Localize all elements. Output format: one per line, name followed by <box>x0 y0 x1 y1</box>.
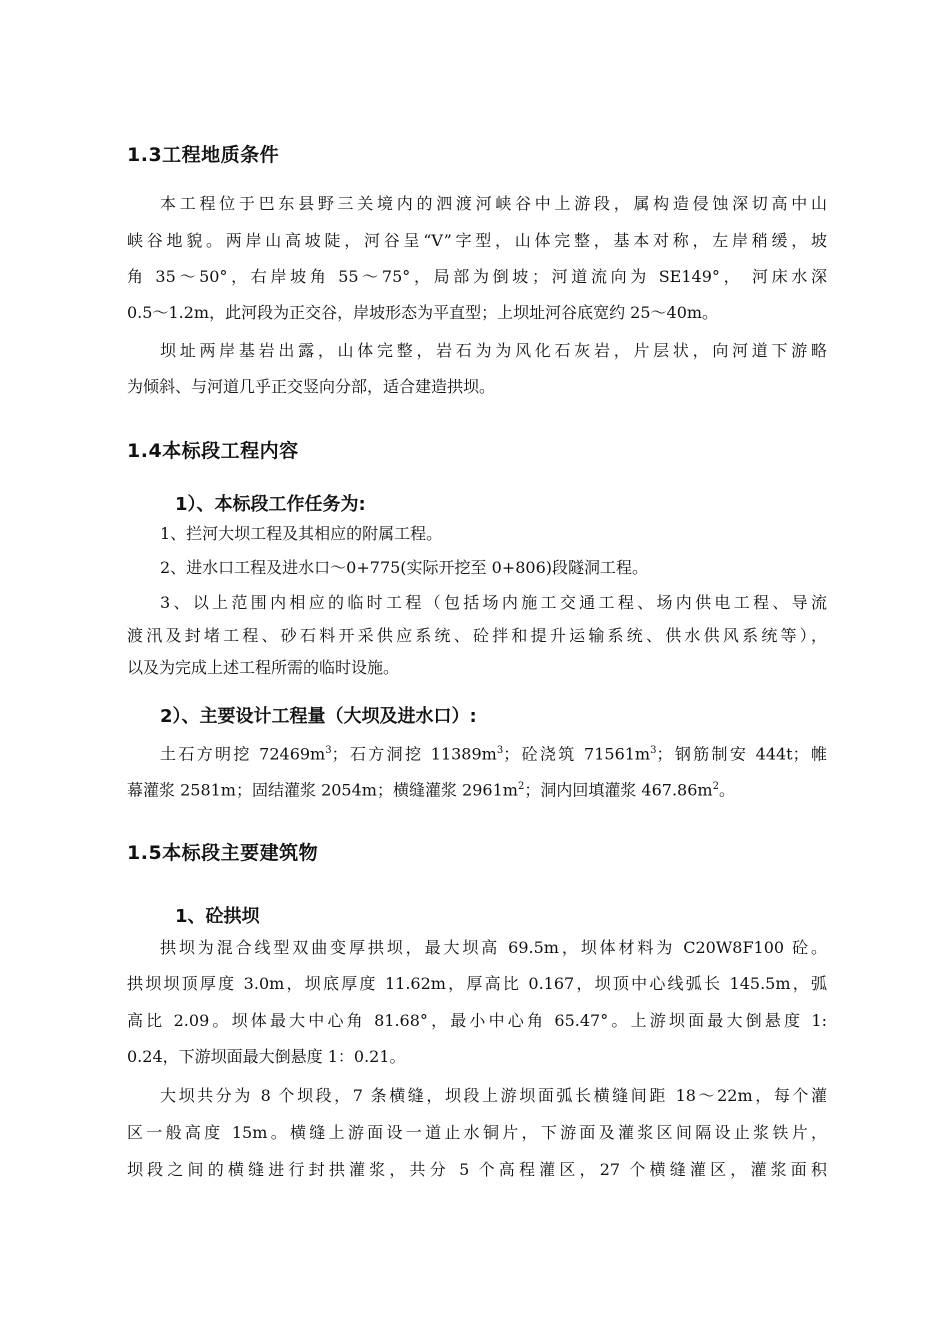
list-item: 3、以上范围内相应的临时工程（包括场内施工交通工程、场内供电工程、导流 <box>160 593 827 612</box>
quantities-line-1: 土石方明挖 $72469m^3$；石方洞挖 $11389m^3$；砼浇筑 $71561m^3$；钢筋制安 444t；帷 <box>160 744 827 764</box>
paragraph-line: 本工程位于巴东县野三关境内的泗渡河峡谷中上游段，属构造侵蚀深切高中山 <box>160 194 827 213</box>
paragraph-line: 峡谷地貌。两岸山高坡陡，河谷呈“V”字型，山体完整，基本对称，左岸稍缓，坡 <box>127 231 827 250</box>
section-heading-1-4: 1.4本标段工程内容 <box>127 440 299 462</box>
subsection-heading-quantities: 2）、主要设计工程量（大坝及进水口）: <box>160 706 477 727</box>
section-heading-1-3: 1.3工程地质条件 <box>127 144 280 166</box>
list-item: 2、进水口工程及进水口～0+775(实际开挖至 0+806)段隧洞工程。 <box>160 558 649 577</box>
paragraph-line: 0.24，下游坝面最大倒悬度 1：0.21。 <box>127 1047 406 1066</box>
paragraph-line: 拱坝坝顶厚度 3.0m，坝底厚度 11.62m，厚高比 0.167，坝顶中心线弧长 145.5m，弧 <box>127 974 827 993</box>
paragraph-line: 大坝共分为 8 个坝段，7 条横缝，坝段上游坝面弧长横缝间距 18～22m，每个灌 <box>160 1086 827 1105</box>
list-item: 1、拦河大坝工程及其相应的附属工程。 <box>160 524 443 543</box>
paragraph-line: 坝段之间的横缝进行封拱灌浆，共分 5 个高程灌区，27 个横缝灌区，灌浆面积 <box>127 1160 827 1179</box>
subsection-heading-arch-dam: 1、砼拱坝 <box>175 906 260 927</box>
paragraph-line: 区一般高度 15m。横缝上游面设一道止水铜片，下游面及灌浆区间隔设止浆铁片， <box>127 1123 827 1142</box>
section-heading-1-5: 1.5本标段主要建筑物 <box>127 842 319 864</box>
list-item: 渡汛及封堵工程、砂石料开采供应系统、砼拌和提升运输系统、供水供风系统等）， <box>127 626 827 645</box>
paragraph-line: 角 35～50°，右岸坡角 55～75°，局部为倒坡；河道流向为 SE149°， 河床水深 <box>127 267 827 286</box>
paragraph-line: 拱坝为混合线型双曲变厚拱坝，最大坝高 69.5m，坝体材料为 C20W8F100 砼。 <box>160 938 827 957</box>
subsection-heading-tasks: 1）、本标段工作任务为: <box>175 494 366 515</box>
paragraph-line: 坝址两岸基岩出露，山体完整，岩石为为风化石灰岩，片层状，向河道下游略 <box>160 341 827 360</box>
paragraph-line: 高比 2.09。坝体最大中心角 81.68°，最小中心角 65.47°。上游坝面最大倒悬度 1: <box>127 1011 827 1030</box>
list-item: 以及为完成上述工程所需的临时设施。 <box>127 658 400 677</box>
quantities-line-2: 幕灌浆 2581m；固结灌浆 2054m；横缝灌浆 $2961m^2$；洞内回填灌浆 $467.86m^2$。 <box>127 780 735 800</box>
paragraph-line: 为倾斜、与河道几乎正交竖向分部，适合建造拱坝。 <box>127 377 496 396</box>
paragraph-line: 0.5～1.2m，此河段为正交谷，岸坡形态为平直型；上坝址河谷底宽约 25～40m。 <box>127 303 719 322</box>
